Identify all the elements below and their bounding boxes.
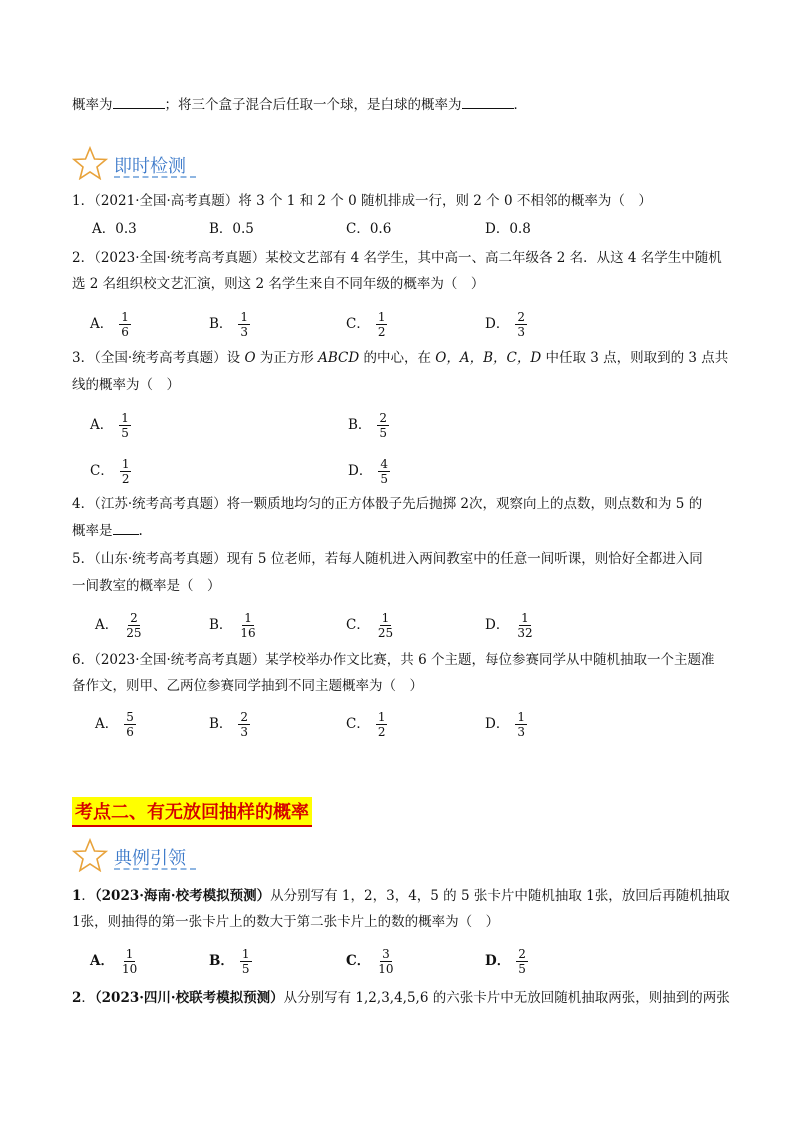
question-3-line2: 线的概率为（ ） [72,377,180,393]
fraction: $\frac{1}{3}$ [240,310,249,339]
fraction: $\frac{1}{3}$ [517,710,525,739]
option-d: D． $\frac{2}{3}$ [485,310,525,339]
section-title: 典例引领 [114,848,186,869]
star-icon [72,838,108,876]
example-1: 1．（2023·海南·校考模拟预测）从分别写有 1，2，3，4，5 的 5 张卡片中随机抽取 1张，放回后再随机抽取 [72,888,730,904]
question-4: 4．（江苏·统考高考真题）将一颗质地均匀的正方体骰子先后抛掷 2次，观察向上的点数，则点数和为 5 的 [72,496,703,512]
fraction: $\frac{4}{5}$ [380,457,388,486]
answer-blank [113,94,165,109]
fraction: $\frac{1}{16}$ [240,611,256,640]
question-1: 1．（2021·全国·高考真题）将 3 个 1 和 2 个 0 随机排成一行，则 2 个 0 不相邻的概率为（ ） [72,193,652,209]
option-d: D． $\frac{1}{32}$ [485,611,533,640]
fraction: $\frac{3}{10}$ [378,947,394,976]
question-6-line2: 备作文，则甲、乙两位参赛同学抽到不同主题概率为（ ） [72,678,423,694]
fraction: $\frac{2}{3}$ [240,710,249,739]
section-heading-practice [72,146,186,184]
option-c: C． $\frac{1}{2}$ [346,710,386,739]
section-title: 即时检测 [114,156,186,177]
option-c: C． $\frac{1}{2}$ [90,457,130,486]
option-c: C． $\frac{1}{25}$ [346,611,394,640]
option-a: A． $\frac{1}{5}$ [90,411,129,440]
fraction: $\frac{2}{3}$ [517,310,525,339]
option-c: C．0.6 [346,221,392,237]
question-5: 5．（山东·统考高考真题）现有 5 位老师，若每人随机进入两间教室中的任意一间听课，则恰好全都进入同 [72,551,703,567]
option-a: A． $\frac{1}{6}$ [90,310,129,339]
option-b: B． $\frac{2}{5}$ [348,411,388,440]
question-3: 3．（全国·统考高考真题）设 O 为正方形 ABCD 的中心，在 O，A，B，C，D 中任取 3 点，则取到的 3 点共 [72,350,729,366]
intro-line: 概率为 ；将三个盒子混合后任取一个球，是白球的概率为 ． [72,94,527,115]
fraction: $\frac{2}{25}$ [126,611,142,640]
fraction: $\frac{1}{32}$ [517,611,533,640]
section-heading-examples [72,838,186,876]
fraction: $\frac{1}{10}$ [121,947,138,976]
option-b: B． $\frac{2}{3}$ [209,710,249,739]
fraction: $\frac{1}{2}$ [377,710,386,739]
example-2: 2．（2023·四川·校联考模拟预测）从分别写有 1,2,3,4,5,6 的六张卡片中无放回随机抽取两张，则抽到的两张 [72,990,730,1006]
option-c: C． $\frac{3}{10}$ [346,947,394,976]
option-d: D． $\frac{4}{5}$ [348,457,388,486]
question-2-line2: 选 2 名组织校文艺汇演，则这 2 名学生来自不同年级的概率为（ ） [72,276,485,292]
option-d: D．0.8 [485,221,531,237]
option-a: A． $\frac{1}{10}$ [90,947,138,976]
fraction: $\frac{1}{2}$ [377,310,386,339]
option-a: A．0.3 [92,221,137,237]
fraction: $\frac{2}{5}$ [518,947,526,976]
kaodian-heading: 考点二、有无放回抽样的概率 [72,797,312,827]
fraction: $\frac{1}{25}$ [377,611,394,640]
option-b: B． $\frac{1}{3}$ [209,310,249,339]
answer-blank [113,520,139,535]
fraction: $\frac{1}{5}$ [241,947,250,976]
option-c: C． $\frac{1}{2}$ [346,310,386,339]
option-b: B． $\frac{1}{16}$ [209,611,256,640]
question-4-line2: 概率是 . [72,520,143,541]
option-a: A． $\frac{5}{6}$ [95,710,134,739]
title-underline [114,176,196,178]
fraction: $\frac{1}{6}$ [121,310,129,339]
question-5-line2: 一间教室的概率是（ ） [72,578,221,594]
star-icon [72,146,108,184]
fraction: $\frac{2}{5}$ [379,411,388,440]
option-b: B． $\frac{1}{5}$ [209,947,250,976]
title-underline [114,868,196,870]
option-d: D． $\frac{1}{3}$ [485,710,525,739]
example-1-line2: 1张，则抽得的第一张卡片上的数大于第二张卡片上的数的概率为（ ） [72,914,500,930]
option-d: D． $\frac{2}{5}$ [485,947,526,976]
option-a: A． $\frac{2}{25}$ [95,611,142,640]
question-6: 6．（2023·全国·统考高考真题）某学校举办作文比赛，共 6 个主题，每位参赛同学从中随机抽取一个主题准 [72,652,715,668]
fraction: $\frac{5}{6}$ [126,710,134,739]
answer-blank [462,94,514,109]
fraction: $\frac{1}{2}$ [121,457,130,486]
fraction: $\frac{1}{5}$ [121,411,129,440]
option-b: B．0.5 [209,221,254,237]
question-2: 2．（2023·全国·统考高考真题）某校文艺部有 4 名学生，其中高一、高二年级各 2 名．从这 4 名学生中随机 [72,250,722,266]
